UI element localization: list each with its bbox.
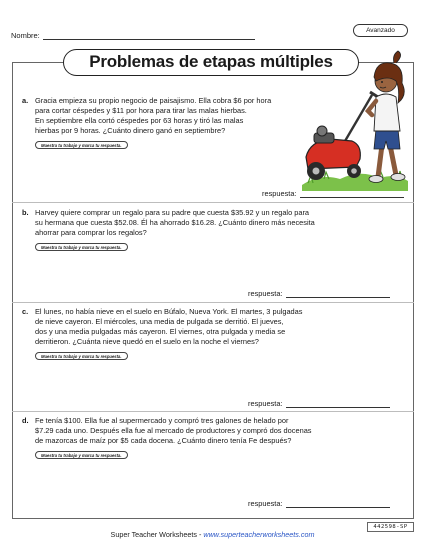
show-work-label: Muestra tu trabajo y marca tu respuesta. xyxy=(35,141,128,149)
problem-text xyxy=(35,307,415,347)
worksheet-code: 442598-SP xyxy=(367,522,414,532)
problem-line: Fe tenía $100. Ella fue al supermercado y compró tres galones de helado por xyxy=(35,416,289,425)
answer-field-a[interactable] xyxy=(262,189,404,198)
answer-field-b[interactable] xyxy=(248,289,390,298)
answer-field-d[interactable] xyxy=(248,499,390,508)
problem-letter: d. xyxy=(22,416,29,425)
answer-label: respuesta: xyxy=(248,399,283,408)
answer-line[interactable] xyxy=(300,190,404,198)
footer-url-link[interactable]: www.superteacherworksheets.com xyxy=(203,530,315,539)
level-badge: Avanzado xyxy=(353,24,408,37)
name-label: Nombre: xyxy=(11,31,40,40)
section-divider xyxy=(12,202,414,203)
footer xyxy=(0,530,425,539)
problem-text xyxy=(35,96,325,136)
footer-separator: - xyxy=(196,530,204,539)
answer-line[interactable] xyxy=(286,290,390,298)
problem-line: derritieron. ¿Cuánta nieve quedó en el suelo en la noche el viernes? xyxy=(35,337,259,346)
answer-field-c[interactable] xyxy=(248,399,390,408)
answer-label: respuesta: xyxy=(248,499,283,508)
problem-text xyxy=(35,208,415,238)
problem-line: de mazorcas de maíz por $5 cada docena. ¿Cuánto dinero tenía Fe después? xyxy=(35,436,292,445)
answer-line[interactable] xyxy=(286,500,390,508)
problem-line: ahorrar para comprar los regalos? xyxy=(35,228,147,237)
problem-line: dos y una media pulgadas más cayeron. El viernes, otra pulgada y media se xyxy=(35,327,286,336)
problem-line: hierbas por 9 horas. ¿Cuánto dinero ganó en septiembre? xyxy=(35,126,226,135)
name-input-line[interactable] xyxy=(43,32,255,40)
problem-line: para cortar céspedes y $11 por hora para tirar las malas hierbas. xyxy=(35,106,247,115)
footer-brand: Super Teacher Worksheets xyxy=(110,530,197,539)
page-title: Problemas de etapas múltiples xyxy=(63,49,359,76)
answer-label: respuesta: xyxy=(262,189,297,198)
problem-line: Harvey quiere comprar un regalo para su padre que cuesta $35.92 y un regalo para xyxy=(35,208,310,217)
problem-line: de nieve cayeron. El miércoles, una media de pulgada se derritió. El jueves, xyxy=(35,317,284,326)
section-divider xyxy=(12,411,414,412)
problem-letter: a. xyxy=(22,96,29,105)
problem-letter: c. xyxy=(22,307,29,316)
show-work-label: Muestra tu trabajo y marca tu respuesta. xyxy=(35,243,128,251)
answer-label: respuesta: xyxy=(248,289,283,298)
show-work-label: Muestra tu trabajo y marca tu respuesta. xyxy=(35,352,128,360)
problem-letter: b. xyxy=(22,208,29,217)
problem-line: El lunes, no había nieve en el suelo en Búfalo, Nueva York. El martes, 3 pulgadas xyxy=(35,307,303,316)
show-work-label: Muestra tu trabajo y marca tu respuesta. xyxy=(35,451,128,459)
problem-line: $7.29 cada uno. Después ella fue al mercado de productores y compró dos docenas xyxy=(35,426,312,435)
problem-line: En septiembre ella cortó céspedes por 63 horas y tiró las malas xyxy=(35,116,244,125)
answer-line[interactable] xyxy=(286,400,390,408)
problem-text xyxy=(35,416,415,446)
section-divider xyxy=(12,302,414,303)
problem-line: su hermana que cuesta $52.08. Él ha ahorrado $16.28. ¿Cuánto dinero más necesita xyxy=(35,218,315,227)
problem-line: Gracia empieza su propio negocio de paisajismo. Ella cobra $6 por hora xyxy=(35,96,272,105)
name-field[interactable] xyxy=(11,31,255,40)
